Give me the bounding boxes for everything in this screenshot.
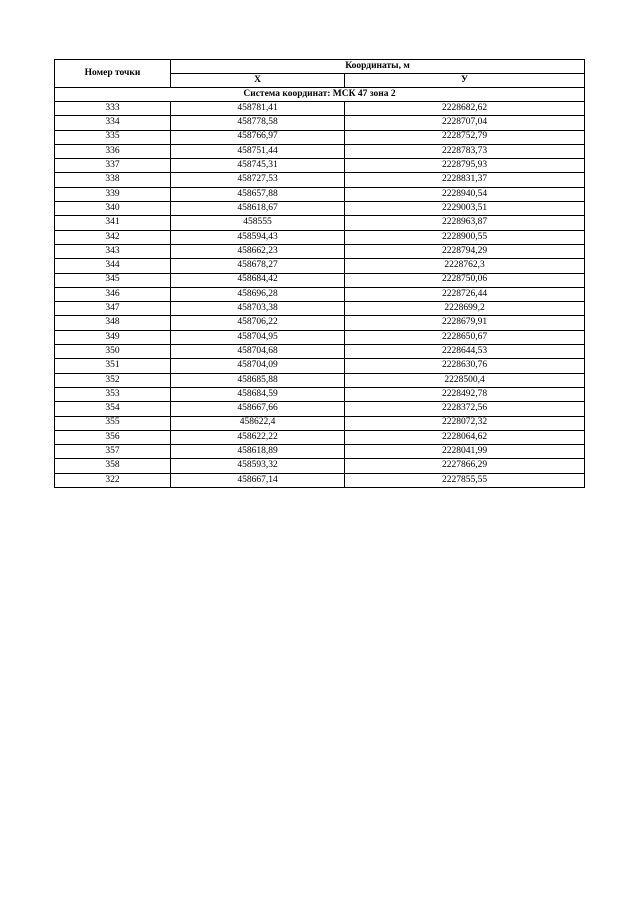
x-coordinate-cell: 458727,53 [171, 173, 345, 187]
x-coordinate-cell: 458704,95 [171, 330, 345, 344]
table-body [55, 102, 585, 488]
y-coordinate-cell: 2227855,55 [345, 473, 585, 487]
point-number-cell: 339 [55, 187, 171, 201]
table-row [55, 459, 585, 473]
point-number-cell: 341 [55, 216, 171, 230]
coordinate-system-row: Система координат: МСК 47 зона 2 [55, 88, 585, 102]
y-coordinate-cell: 2228752,79 [345, 130, 585, 144]
x-coordinate-cell: 458622,4 [171, 416, 345, 430]
header-x: X [171, 74, 345, 88]
table-row [55, 302, 585, 316]
x-coordinate-cell: 458555 [171, 216, 345, 230]
table-row [55, 359, 585, 373]
y-coordinate-cell: 2228372,56 [345, 402, 585, 416]
point-number-cell: 351 [55, 359, 171, 373]
header-y: У [345, 74, 585, 88]
table-row [55, 216, 585, 230]
y-coordinate-cell: 2228900,55 [345, 230, 585, 244]
y-coordinate-cell: 2228500,4 [345, 373, 585, 387]
y-coordinate-cell: 2228679,91 [345, 316, 585, 330]
x-coordinate-cell: 458704,68 [171, 345, 345, 359]
point-number-cell: 342 [55, 230, 171, 244]
point-number-cell: 357 [55, 445, 171, 459]
table-row [55, 187, 585, 201]
point-number-cell: 346 [55, 287, 171, 301]
x-coordinate-cell: 458704,09 [171, 359, 345, 373]
table-row [55, 259, 585, 273]
y-coordinate-cell: 2228762,3 [345, 259, 585, 273]
x-coordinate-cell: 458766,97 [171, 130, 345, 144]
x-coordinate-cell: 458751,44 [171, 144, 345, 158]
table-row [55, 345, 585, 359]
x-coordinate-cell: 458684,42 [171, 273, 345, 287]
point-number-cell: 352 [55, 373, 171, 387]
point-number-cell: 340 [55, 202, 171, 216]
table-row [55, 202, 585, 216]
x-coordinate-cell: 458594,43 [171, 230, 345, 244]
y-coordinate-cell: 2228707,04 [345, 116, 585, 130]
y-coordinate-cell: 2228492,78 [345, 387, 585, 401]
table-row [55, 273, 585, 287]
point-number-cell: 355 [55, 416, 171, 430]
point-number-cell: 353 [55, 387, 171, 401]
point-number-cell: 333 [55, 102, 171, 116]
y-coordinate-cell: 2228630,76 [345, 359, 585, 373]
table-row [55, 173, 585, 187]
table-row [55, 159, 585, 173]
x-coordinate-cell: 458667,14 [171, 473, 345, 487]
coordinates-table [54, 59, 585, 488]
table-row [55, 430, 585, 444]
y-coordinate-cell: 2227866,29 [345, 459, 585, 473]
x-coordinate-cell: 458618,89 [171, 445, 345, 459]
x-coordinate-cell: 458781,41 [171, 102, 345, 116]
y-coordinate-cell: 2228831,37 [345, 173, 585, 187]
point-number-cell: 338 [55, 173, 171, 187]
table-row [55, 402, 585, 416]
table-row [55, 316, 585, 330]
table-row [55, 373, 585, 387]
point-number-cell: 345 [55, 273, 171, 287]
point-number-cell: 334 [55, 116, 171, 130]
y-coordinate-cell: 2229003,51 [345, 202, 585, 216]
x-coordinate-cell: 458745,31 [171, 159, 345, 173]
y-coordinate-cell: 2228940,54 [345, 187, 585, 201]
y-coordinate-cell: 2228963,87 [345, 216, 585, 230]
x-coordinate-cell: 458685,88 [171, 373, 345, 387]
table-row [55, 230, 585, 244]
table-row [55, 473, 585, 487]
table-row [55, 102, 585, 116]
y-coordinate-cell: 2228750,06 [345, 273, 585, 287]
point-number-cell: 336 [55, 144, 171, 158]
y-coordinate-cell: 2228064,62 [345, 430, 585, 444]
point-number-cell: 350 [55, 345, 171, 359]
point-number-cell: 322 [55, 473, 171, 487]
y-coordinate-cell: 2228783,73 [345, 144, 585, 158]
point-number-cell: 344 [55, 259, 171, 273]
x-coordinate-cell: 458593,32 [171, 459, 345, 473]
x-coordinate-cell: 458684,59 [171, 387, 345, 401]
table-row [55, 244, 585, 258]
table-row [55, 387, 585, 401]
y-coordinate-cell: 2228699,2 [345, 302, 585, 316]
y-coordinate-cell: 2228041,99 [345, 445, 585, 459]
y-coordinate-cell: 2228650,67 [345, 330, 585, 344]
table-row [55, 330, 585, 344]
x-coordinate-cell: 458667,66 [171, 402, 345, 416]
y-coordinate-cell: 2228795,93 [345, 159, 585, 173]
table-row [55, 144, 585, 158]
point-number-cell: 343 [55, 244, 171, 258]
y-coordinate-cell: 2228644,53 [345, 345, 585, 359]
y-coordinate-cell: 2228794,29 [345, 244, 585, 258]
y-coordinate-cell: 2228072,32 [345, 416, 585, 430]
point-number-cell: 358 [55, 459, 171, 473]
x-coordinate-cell: 458703,38 [171, 302, 345, 316]
x-coordinate-cell: 458678,27 [171, 259, 345, 273]
x-coordinate-cell: 458696,28 [171, 287, 345, 301]
header-point-number: Номер точки [55, 60, 171, 88]
x-coordinate-cell: 458657,88 [171, 187, 345, 201]
point-number-cell: 337 [55, 159, 171, 173]
table-row [55, 416, 585, 430]
x-coordinate-cell: 458778,58 [171, 116, 345, 130]
x-coordinate-cell: 458706,22 [171, 316, 345, 330]
x-coordinate-cell: 458662,23 [171, 244, 345, 258]
table-row [55, 116, 585, 130]
point-number-cell: 347 [55, 302, 171, 316]
table-row [55, 445, 585, 459]
table-row [55, 130, 585, 144]
point-number-cell: 335 [55, 130, 171, 144]
header-coordinates: Координаты, м [171, 60, 585, 74]
table-row [55, 287, 585, 301]
point-number-cell: 349 [55, 330, 171, 344]
y-coordinate-cell: 2228682,62 [345, 102, 585, 116]
point-number-cell: 356 [55, 430, 171, 444]
x-coordinate-cell: 458622,22 [171, 430, 345, 444]
x-coordinate-cell: 458618,67 [171, 202, 345, 216]
point-number-cell: 354 [55, 402, 171, 416]
point-number-cell: 348 [55, 316, 171, 330]
y-coordinate-cell: 2228726,44 [345, 287, 585, 301]
